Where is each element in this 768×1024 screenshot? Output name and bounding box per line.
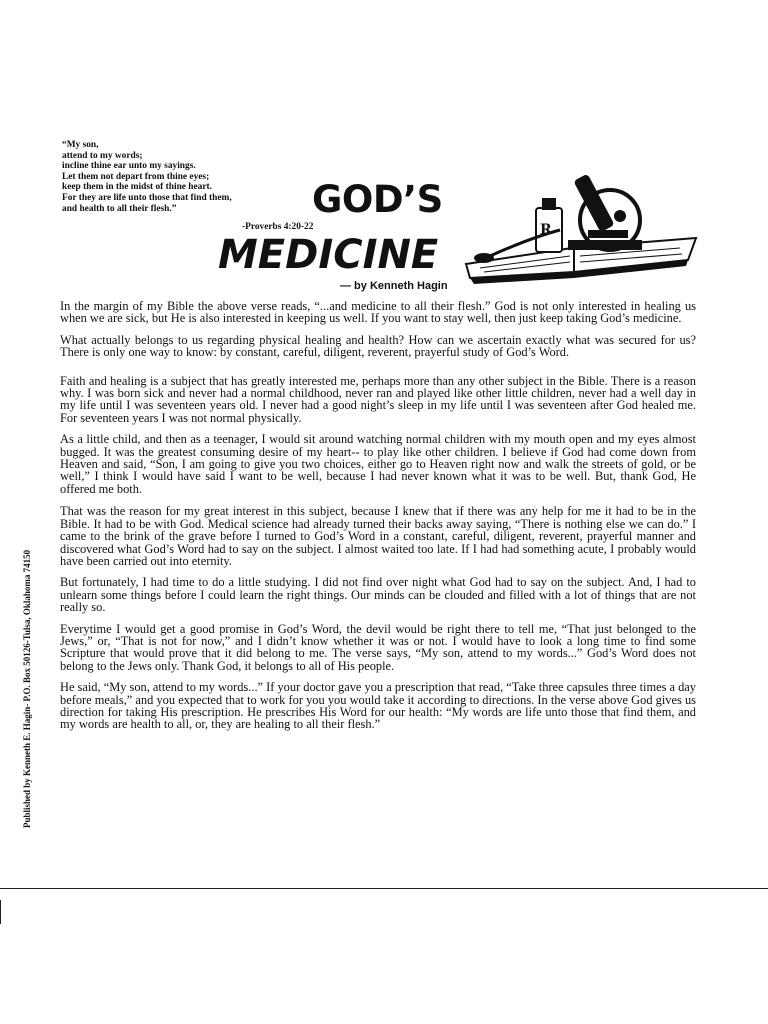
paragraph: Faith and healing is a subject that has greatly interested me, perhaps more than any other subject in the Bible. There is a reason why. I was born sick and never had a normal childhood, never ran and played like other little children, never had a well day in my life until I was seventeen years old. I never had a good night’s sleep in my life until I was seventeen after God healed me. For seventeen years I was not normal physically. xyxy=(60,373,696,425)
paragraph: As a little child, and then as a teenager, I would sit around watching normal children with my mouth open and my eyes almost bugged. It was the greatest consuming desire of my heart-- to play like other children. I believe if God had come down from Heaven and said, “Son, I am going to give you two choices, either go to Heaven right now and walk the streets of gold, or be well,” I think I would have said I want to be well, because I had never known what it was to be well. But, thank God, He offered me both. xyxy=(60,432,696,496)
verse-line: incline thine ear unto my sayings. xyxy=(62,161,196,172)
author-byline: — by Kenneth Hagin xyxy=(340,280,448,292)
verse-line: and health to all their flesh.” xyxy=(62,203,177,214)
paragraph: That was the reason for my great interest in this subject, because I knew that if there was any help for me it had to be in the Bible. It had to be with God. Medical science had already turned their backs away saying, “There is nothing else we can do.” I came to the brink of the grave before I turned to God’s Word in a constant, careful, diligent, reverent, prayerful manner and discovered what God’s Word had to say on the subject. I almost waited too late. If I had had something acute, I probably would have been carried out into eternity. xyxy=(60,504,696,568)
title-medicine: MEDICINE xyxy=(218,232,439,278)
verse-line: keep them in the midst of thine heart. xyxy=(62,182,212,193)
verse-line: “My son, xyxy=(62,140,99,150)
paragraph: In the margin of my Bible the above verse reads, “...and medicine to all their flesh.” God is not only interested in healing us when we are sick, but He is also interested in keeping us well. If you want to stay well, then just keep taking God’s medicine. xyxy=(60,299,696,326)
paragraph: But fortunately, I had time to do a little studying. I did not find over night what God had to say on the subject. And, I had to unlearn some things before I could learn the right things. Our minds can be clouded and filled with a lot of things that are not really so. xyxy=(60,575,696,615)
verse-line: For they are life unto those that find them, xyxy=(62,192,232,203)
paragraph: What actually belongs to us regarding physical healing and health? How can we ascertain exactly what was secured for us? There is only one way to know: by constant, careful, diligent, reverent, prayerful study of God’s Word. xyxy=(60,332,696,360)
verse-line: Let them not depart from thine eyes; xyxy=(62,171,210,182)
article-body xyxy=(60,300,696,740)
scripture-verse xyxy=(62,140,314,232)
verse-reference: -Proverbs 4:20-22 xyxy=(242,222,314,232)
paragraph: He said, “My son, attend to my words...” If your doctor gave you a prescription that read, “Take three capsules three times a day before meals,” and you expected that to work for you you would take it according to directions. In the verse above God gives us direction for taking His prescription. He prescribes His Word for our health: “My words are life unto those that find them, and my words are health to all, or, they are healing to all their flesh.” xyxy=(60,680,697,732)
page-edge-mark xyxy=(0,900,1,924)
page-divider xyxy=(0,888,768,889)
paragraph: Everytime I would get a good promise in God’s Word, the devil would be right there to tell me, “That just belonged to the Jews,” or, “That is not for now,” and I didn’t know whether it was or not. I would have to look a long time to find some Scripture that would prove that it did belong to me. The verse says, “My son, attend to my words...” God’s Word does not belong to the Jews only. Thank God, it belongs to all of His people. xyxy=(60,621,696,673)
title-gods: GOD’S xyxy=(312,178,443,221)
bible-medicine-illustration-icon xyxy=(460,168,700,286)
verse-line: attend to my words; xyxy=(62,150,143,161)
svg-text:R: R xyxy=(540,222,552,238)
publisher-sidebar: Published by Kenneth E. Hagin- P.O. Box 50126-Tulsa, Oklahoma 74150 xyxy=(22,549,32,828)
